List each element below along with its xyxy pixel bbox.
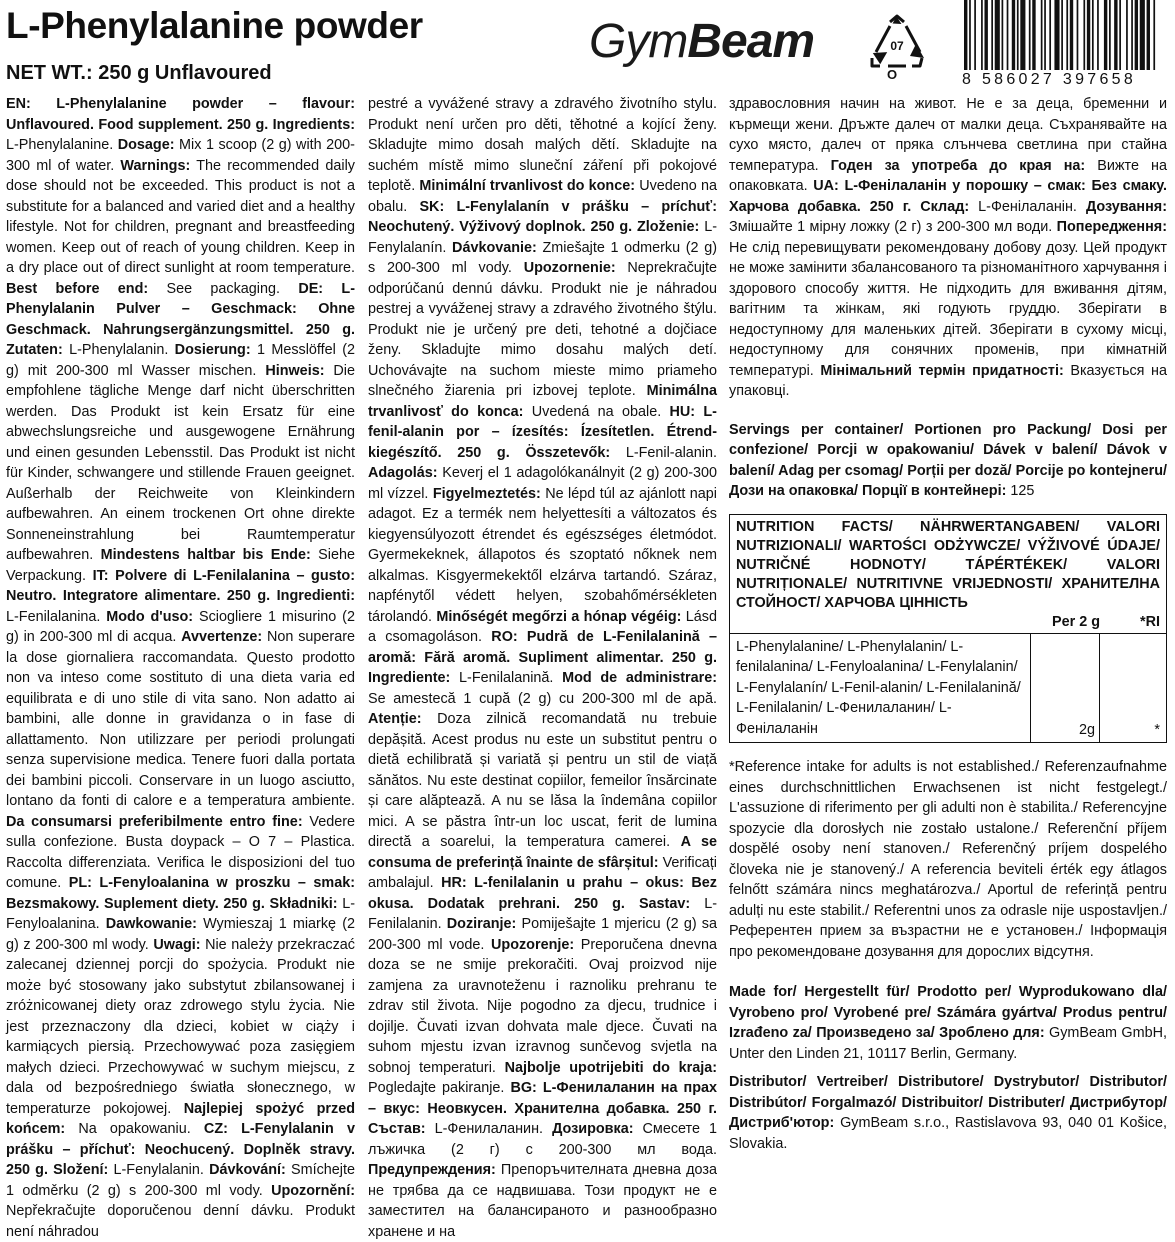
paragraph (368, 94, 717, 1242)
bold-segment: UA: L-Фенілаланін у порошку – смак: Без смаку. Харчова добавка. 250 г. Склад: (729, 178, 1167, 215)
text-segment: 125 (1006, 483, 1035, 499)
nutrition-table (729, 514, 1167, 744)
recycle-icon (866, 12, 928, 82)
text-segment: Nepřekračujte doporučenou denní dávku. Produkt není náhradou (6, 1203, 355, 1240)
bold-segment: Hinweis: (265, 362, 325, 379)
bold-segment: Дозировка: (552, 1121, 634, 1137)
bold-segment: Годен за употреба до края на: (830, 157, 1086, 174)
barcode-digits: 8 586027 397658 (962, 70, 1168, 90)
bold-segment: IT: Polvere di L-Fenilalanina – gusto: Neutro. Integratore alimentare. 250 g. Ingredienti: (6, 567, 355, 604)
text-segment: Вказується на упаковці. (729, 362, 1167, 399)
text-column-1 (6, 94, 355, 1242)
text-segment: Препоръчителната дневна доза не трябва да се надвишава. Този продукт не е заместител на балансираното и разнообразно хранене и на (368, 1162, 717, 1240)
bold-segment: Mindestens haltbar bis Ende: (100, 547, 311, 563)
text-segment: здравословния начин на живот. Не е за деца, бременни и кърмещи жени. Дръжте далеч от малки деца. Съхранявайте на сухо място, далеч от пряка слънчева светлина при стайна температура. (729, 96, 1167, 174)
text-segment: pestré a vyvážené stravy a zdravého životního stylu. Produkt není určen pro děti, těhotné a kojící ženy. Skladujte mimo dosah malých dětí. Skladujte na suchém místě mimo sluneční záření při pokojové teplotě. (368, 96, 717, 194)
text-segment: Смесете 1 лъжичка (2 г) с 200-300 мл вода. (368, 1121, 717, 1158)
bold-segment: CZ: L-Fenylalanin v prášku – příchuť: Neochucený. Doplněk stravy. 250 g. Složení: (6, 1121, 355, 1178)
bold-segment: Dosage: (117, 137, 175, 153)
text-segment: Die empfohlene tägliche Menge darf nicht überschritten werden. Das Produkt ist kein Ersatz für eine abwechslungsreiche und ausgewogene Ernährung und einen gesunden Lebensstil. Das Produkt ist nicht für Kinder, schwangere und stillende Frauen geeignet. Außerhalb der Reichweite von Kleinkindern aufbewahren. An einem trockenen Ort ohne direkte Sonneneinstrahlung bei Raumtemperatur aufbewahren. (6, 362, 355, 563)
text-segment: Mix 1 scoop (2 g) with 200-300 ml of water. (6, 137, 355, 174)
text-segment: Siehe Verpackung. (6, 547, 355, 584)
ri-label: *RI (1140, 613, 1160, 630)
bold-segment: Dosierung: (174, 342, 251, 358)
bold-segment: A se consuma de preferință înainte de sfârșitul: (368, 834, 717, 871)
product-title: L-Phenylalanine powder (6, 5, 423, 46)
bold-segment: Doziranje: (446, 916, 517, 932)
text-segment: Non superare la dose giornaliera raccomandata. Questo prodotto non va inteso come sostituto di una dieta varia ed equilibrata e di uno stile di vita sano. Non adatto ai bambini, alle donne in gravidanza o in fase di allattamento. Non utilizzare per periodi prolungati senza supervisione medica. Tenere fuori dalla portata dei bambini piccoli. Conservare in un luogo asciutto, lontano da fonti di calore e a temperatura ambiente. (6, 629, 356, 809)
text-segment: Verificați ambalajul. (368, 854, 718, 891)
bold-segment: Mod de administrare: (562, 670, 717, 686)
nutrition-column-header (730, 613, 1166, 634)
bold-segment: Made for/ Hergestellt für/ Prodotto per/ Wyprodukowano dla/ Vyrobeno pro/ Vyrobené pre/ Számára gyártva/ Produs pentru/ Izrađeno za/ Произведено за/ Зроблено для: (729, 984, 1167, 1041)
text-segment: Doza zilnică recomandată nu trebuie depășită. Acest produs nu este un substitut pentru o dietă echilibrată și variată și pentru un stil de viață sănătos. Nu este destinat copiilor, femeilor însărcinate și care alăptează. A nu se lăsa la îndemâna copiilor mici. A se păstra într-un loc uscat, ferit de lumina directă a soarelui, la temperatura camerei. (368, 711, 717, 850)
bold-segment: Da consumarsi preferibilmente entro fine: (6, 813, 303, 830)
bold-segment: Modo d'uso: (106, 608, 194, 625)
text-segment: L-Phenylalanine. (6, 137, 118, 153)
text-segment: GymBeam GmbH, Unter den Linden 21, 10117 Berlin, Germany. (729, 1025, 1167, 1062)
paragraph (6, 94, 355, 1242)
bold-segment: Dawkowanie: (105, 916, 197, 932)
bold-segment: EN: L-Phenylalanine powder – flavour: Unflavoured. Food supplement. 250 g. Ingredients: (6, 96, 355, 133)
text-segment: Se amestecă 1 cupă (2 g) cu 200-300 ml de apă. (368, 690, 717, 707)
bold-segment: Minőségét megőrzi a hónap végéig: (436, 608, 682, 625)
text-segment: Pomiješajte 1 mjericu (2 g) sa 200-300 ml vode. (368, 916, 717, 953)
text-segment: Zmiešajte 1 odmerku (2 g) s 200-300 ml vody. (368, 239, 717, 276)
text-segment: Ne lépd túl az ajánlott napi adagot. Ez a termék nem helyettesíti a változatos és kiegyensúlyozott étrendet és egészséges életmódot. Gyermekeknek, állapotos és szoptató nőknek nem alkalmas. Kisgyermekektől elzárva tartandó. Száraz, napfénytől védett helyen, szobahőmérsékleten tárolandó. (368, 485, 717, 625)
bold-segment: Дозування: (1085, 198, 1167, 215)
bold-segment: HR: L-fenilalanin u prahu – okus: Bez okusa. Dodatak prehrani. 250 g. Sastav: (368, 875, 717, 912)
bold-segment: DE: L-Phenylalanin Pulver – Geschmack: Ohne Geschmack. Nahrungsergänzungsmittel. 250 g. Zutaten: (6, 280, 355, 358)
text-segment: Uvedeno na obalu. (368, 178, 717, 215)
bold-segment: Adagolás: (368, 465, 438, 481)
logo-part-bold: Beam (687, 15, 815, 68)
bold-segment: RO: Pudră de L-Fenilalanină – aromă: Fără aromă. Supliment alimentar. 250 g. Ingrediente: (368, 629, 717, 686)
manufacturer-paragraph (729, 982, 1167, 1064)
text-segment: GymBeam s.r.o., Rastislavova 93, 040 01 Košice, Slovakia. (729, 1115, 1167, 1152)
text-segment: 1 Messlöffel (2 g) mit 200-300 ml Wasser mischen. (6, 342, 355, 379)
bold-segment: Minimální trvanlivost do konce: (419, 178, 636, 194)
text-segment: Pogledajte pakiranje. (368, 1080, 511, 1096)
net-weight: NET WT.: 250 g Unflavoured (6, 62, 272, 84)
text-column-3 (729, 94, 1167, 1154)
text-segment: L-Фенилаланин. (425, 1121, 553, 1137)
text-segment: Вижте на опаковката. (729, 157, 1167, 194)
text-segment: Змішайте 1 мірну ложку (2 г) з 200-300 мл води. (729, 219, 1057, 235)
reference-intake-note (729, 757, 1167, 962)
bold-segment: Servings per container/ Portionen pro Packung/ Dosi per confezione/ Porcji w opakowaniu/ Dávek v balení/ Dávok v balení/ Adag per csomag/ Porții per doză/ Porcije po kontejneru/ Дози на опаковка/ Порції в контейнері: (729, 421, 1167, 499)
text-segment: Nie należy przekraczać zalecanej dziennej porcji do spożycia. Produkt nie może być stosowany jako substytut zbilansowanej i zróżnicowanej diety oraz zdrowego stylu życia. Nie jest przeznaczony dla dzieci, kobiet w ciąży i karmiących piersią. Przechowywać poza zasięgiem małych dzieci. Przechowywać w suchym miejscu, z dala od bezpośredniego światła słonecznego, w temperaturze pokojowej. (6, 936, 355, 1117)
bold-segment: PL: L-Fenyloalanina w proszku – smak: Bezsmakowy. Suplement diety. 250 g. Składniki: (6, 875, 355, 912)
text-segment: L-Fenylalanín. (368, 219, 717, 256)
text-segment: L-Fenilalanină. (450, 670, 563, 686)
logo-part-light: Gym (589, 15, 688, 68)
text-segment: L-Фенілаланін. (969, 198, 1086, 215)
text-segment: Lásd a csomagoláson. (368, 608, 717, 645)
per-label: Per 2 g (1052, 613, 1100, 630)
text-column-2 (368, 94, 717, 1242)
bold-segment: Uwagi: (153, 936, 201, 953)
bold-segment: Distributor/ Vertreiber/ Distributore/ Dystrybutor/ Distributor/ Distribútor/ Forgalmazó/ Distribuitor/ Distributer/ Дистрибутор/ Дистриб'ютор: (729, 1074, 1167, 1131)
bold-segment: HU: L-fenil-alanin por – ízesítés: Ízesítetlen. Étrend-kiegészítő. 250 g. Összetevők: (368, 403, 717, 461)
bold-segment: Dávkování: (209, 1162, 286, 1178)
paragraph (729, 94, 1167, 402)
text-segment: The recommended daily dose should not be exceeded. This product is not a substitute for a balanced and varied diet and a healthy lifestyle. Not for children, pregnant and breastfeeding women. Keep out of reach of young children. Keep in a dry place out of direct sunlight at room temperature. (6, 157, 355, 276)
bold-segment: Upozornění: (271, 1182, 355, 1199)
recycle-letter: O (886, 67, 898, 82)
bold-segment: Najbolje upotrijebiti do kraja: (504, 1059, 717, 1076)
text-segment: Preporučena dnevna doza se ne smije prekoračiti. Ovaj proizvod nije zamjena za uravnoteženu i raznoliku prehranu te zdrav stil života. Nije pogodno za djecu, trudnice i dojilje. Čuvati izvan dohvata male djece. Čuvati na suhom mjestu izvan izravnog sunčevog svjetla na sobnoj temperaturi. (368, 936, 717, 1076)
nutrient-amount: 2g (1031, 634, 1100, 743)
text-segment: Neprekračujte odporúčanú dennú dávku. Produkt nie je náhradou pestrej a vyváženej stravy a zdravého životného štýlu. Produkt nie je určený pre deti, tehotné a dojčiace ženy. Skladujte mimo dosahu malých detí. Uchovávajte na suchom mieste mimo priameho slnečného žiarenia pri izbovej teplote. (368, 260, 717, 399)
text-segment: Uvedená na obale. (523, 403, 670, 420)
bold-segment: Upozornenie: (523, 260, 616, 276)
text-segment: L-Fenil-alanin. (610, 444, 718, 461)
text-segment: Vedere sulla confezione. Busta doypack – O 7 – Plastica. Raccolta differenziata. Verifica le disposizioni del tuo comune. (6, 813, 355, 891)
text-segment: Sciogliere 1 misurino (2 g) in 200-300 ml di acqua. (6, 608, 355, 645)
text-segment: L-Fenilalanina. (6, 608, 107, 625)
text-segment: L-Fenylalanin. (108, 1162, 210, 1178)
bold-segment: Figyelmeztetés: (432, 485, 541, 502)
text-segment: Smíchejte 1 odměrku (2 g) s 200-300 ml vody. (6, 1162, 356, 1199)
servings-paragraph (729, 420, 1167, 502)
bold-segment: BG: L-Фенилаланин на прах – вкус: Неовкусен. Хранителна добавка. 250 г. Състав: (368, 1080, 717, 1137)
text-segment: Na opakowaniu. (65, 1121, 204, 1137)
nutrition-row (730, 634, 1166, 743)
bold-segment: Dávkovanie: (452, 239, 537, 256)
bold-segment: Minimálna trvanlivosť do konca: (368, 383, 717, 420)
bold-segment: Warnings: (120, 157, 191, 174)
text-segment: See packaging. (148, 280, 299, 297)
distributor-paragraph (729, 1072, 1167, 1154)
bold-segment: SK: L-Fenylalanín v prášku – príchuť: Neochutený. Výživový doplnok. 250 g. Zloženie: (368, 198, 717, 235)
text-segment: Wymieszaj 1 miarkę (2 g) z 200-300 ml wody. (6, 916, 355, 953)
text-segment: L-Fenyloalanina. (6, 895, 355, 932)
bold-segment: Best before end: (6, 280, 149, 297)
bold-segment: Мінімальний термін придатності: (820, 362, 1064, 379)
bold-segment: Najlepiej spożyć przed końcem: (6, 1100, 355, 1137)
nutrition-heading: NUTRITION FACTS/ NÄHRWERTANGABEN/ VALORI NUTRIZIONALI/ WARTOŚCI ODŻYWCZE/ VÝŽIVOVÉ ÚDAJE/ NUTRIČNÉ HODNOTY/ TÁPÉRTÉKEK/ VALORI NUTRIȚIONALE/ NUTRITIVNE VRIJEDNOSTI/ ХРАНИТЕЛНА СТОЙНОСТ/ ХАРЧОВА ЦІННІСТЬ (736, 518, 1160, 611)
nutrient-name: L-Phenylalanine/ L-Phenylalanin/ L-fenilalanina/ L-Fenyloalanina/ L-Fenylalanin/ L-Fenylalanín/ L-Fenil-alanin/ L-Fenilalanină/ L-Fenilalanin/ L-Фенилаланин/ L-Фенілаланін (730, 634, 1031, 743)
bold-segment: Upozorenje: (491, 936, 575, 953)
bold-segment: Avvertenze: (181, 629, 263, 645)
bold-segment: Попередження: (1056, 219, 1167, 235)
text-segment: Не слід перевищувати рекомендовану добову дозу. Цей продукт не може замінити збалансованого та різноманітного харчування і здорового способу життя. Не підходить для вживання дітям, вагітним та жінкам, які годують груддю. Зберігати в недоступному для маленьких дітей. Зберігати в сухому місці, недоступному для сонячних променів, при кімнатній температурі. (729, 239, 1167, 379)
recycle-code: 07 (890, 39, 904, 53)
nutrient-ri: * (1154, 721, 1160, 738)
text-segment: Keverj el 1 adagolókanálnyit (2 g) 200-300 ml vízzel. (368, 465, 717, 502)
bold-segment: Atenție: (368, 711, 422, 727)
bold-segment: Предупреждения: (368, 1162, 496, 1178)
text-segment: *Reference intake for adults is not established./ Referenzaufnahme eines durchschnittlichen Erwachsenen ist nicht festgelegt./ L'assuzione di riferimento per gli adulti non è stabilita./ Referencyjne spozycie dla dorosłych nie zostało ustalone./ Referenční příjem dospělé osoby není stanoven./ Referenčný príjem dospelého človeka nie je stanovený./ A referencia beviteli érték egy átlagos felnőtt számára nincs meghatározva./ Aportul de referință pentru adulți nu este stabilit./ Referentni unos za odrasle nije uspostavljen./ Референтен прием за възрастни не е установен./ Інформація про рекомендоване дозування для дорослих відсутня. (729, 759, 1167, 960)
text-segment: L-Phenylalanin. (62, 342, 175, 358)
text-segment: L-Fenilalanin. (368, 895, 717, 932)
gymbeam-logo (589, 14, 814, 70)
